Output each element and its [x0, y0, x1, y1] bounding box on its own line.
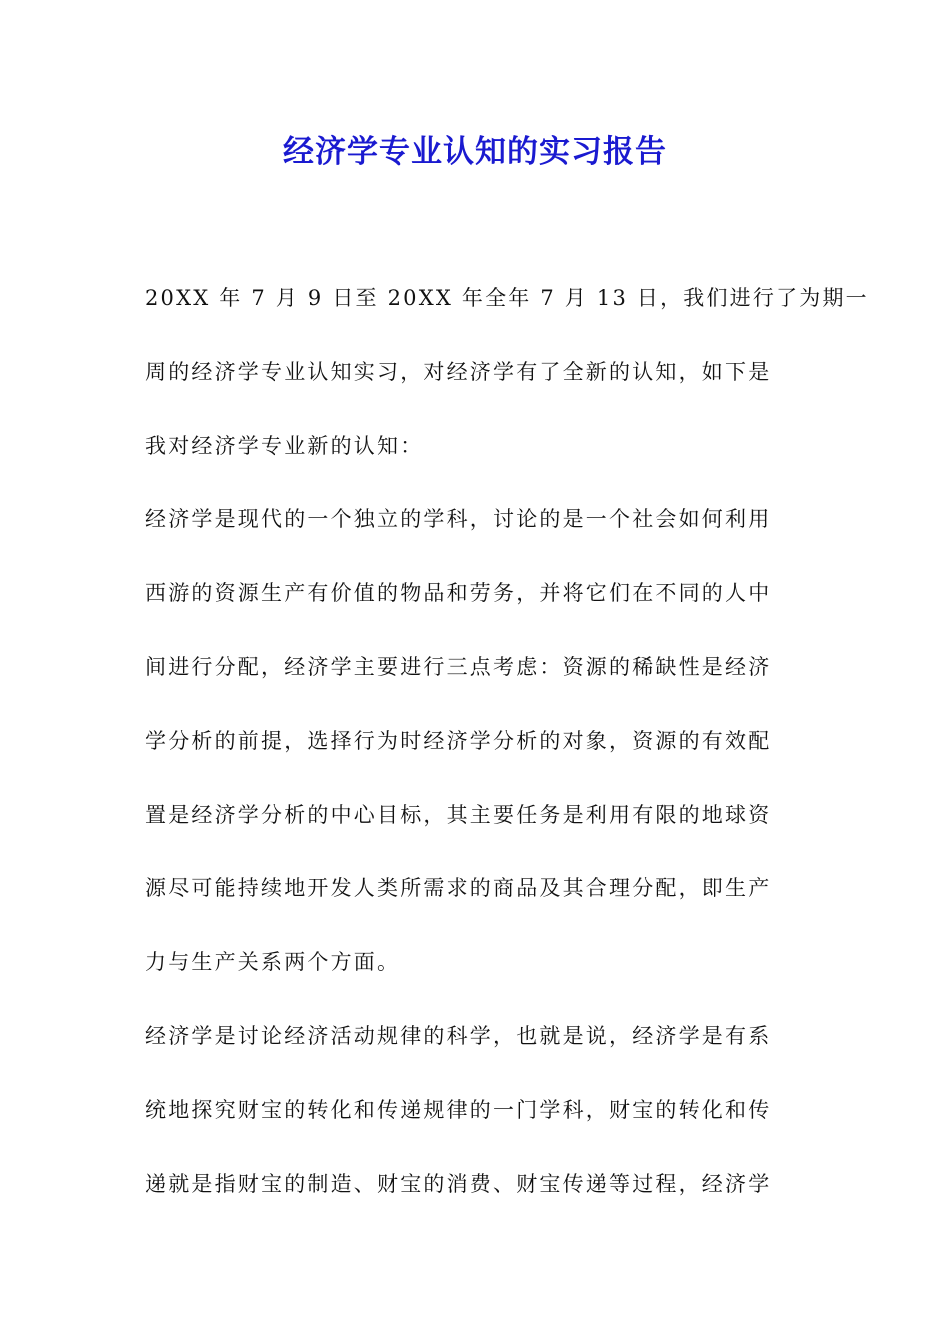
- text-line: 力与生产关系两个方面。: [145, 950, 401, 975]
- text-line: 20XX 年 7 月 9 日至 20XX 年全年 7 月 13 日，我们进行了为期一: [145, 286, 869, 310]
- text-line: 间进行分配，经济学主要进行三点考虑：资源的稀缺性是经济: [145, 654, 772, 679]
- document-title: 经济学专业认知的实习报告: [283, 134, 667, 170]
- text-line: 我对经济学专业新的认知：: [145, 433, 424, 458]
- text-line: 递就是指财宝的制造、财宝的消费、财宝传递等过程，经济学: [145, 1171, 772, 1196]
- text-line: 学分析的前提，选择行为时经济学分析的对象，资源的有效配: [145, 728, 772, 753]
- text-line: 西游的资源生产有价值的物品和劳务，并将它们在不同的人中: [145, 581, 772, 606]
- text-line: 经济学是现代的一个独立的学科，讨论的是一个社会如何利用: [145, 507, 772, 532]
- text-line: 置是经济学分析的中心目标，其主要任务是利用有限的地球资: [145, 802, 772, 827]
- text-line: 经济学是讨论经济活动规律的科学，也就是说，经济学是有系: [145, 1023, 772, 1048]
- document-body: [145, 262, 869, 1221]
- text-line: 统地探究财宝的转化和传递规律的一门学科，财宝的转化和传: [145, 1097, 772, 1122]
- text-line: 周的经济学专业认知实习，对经济学有了全新的认知，如下是: [145, 359, 772, 384]
- text-line: 源尽可能持续地开发人类所需求的商品及其合理分配，即生产: [145, 876, 772, 901]
